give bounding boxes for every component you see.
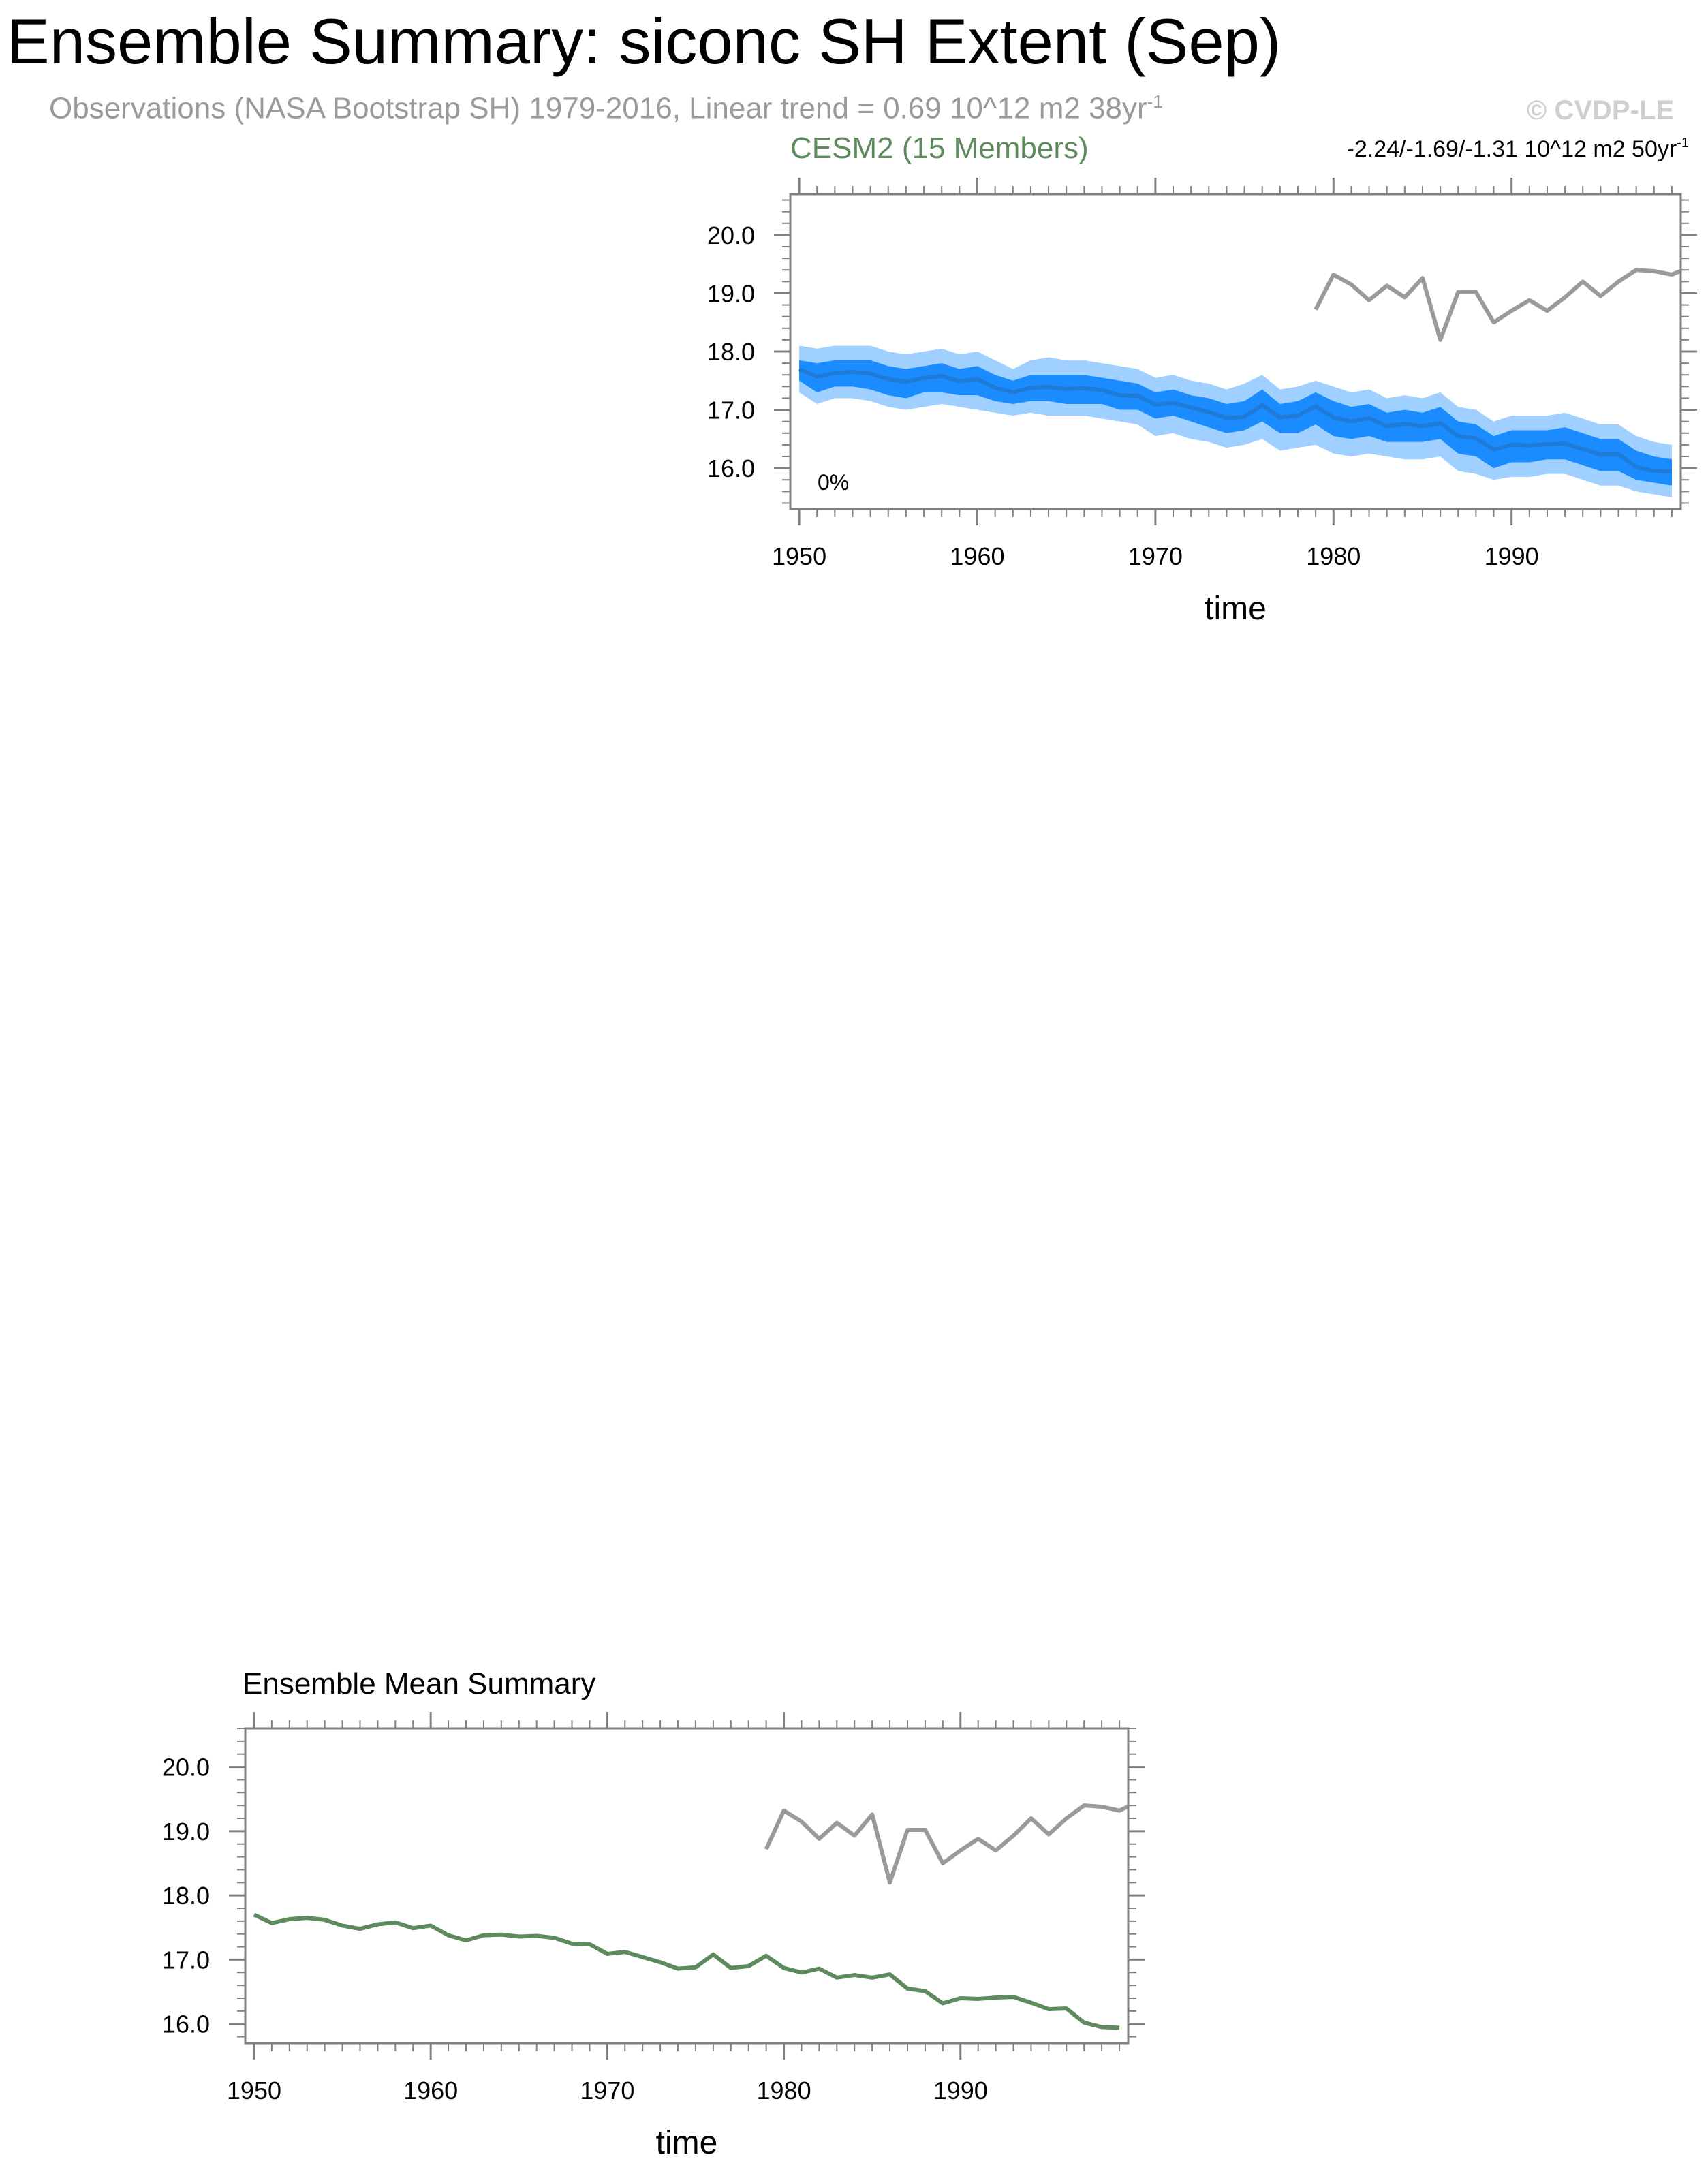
- x-tick-label: 1980: [756, 2077, 811, 2104]
- bottom-panel: [162, 1667, 1145, 2161]
- top-panel: [707, 131, 1697, 627]
- y-tick-label: 18.0: [707, 338, 755, 366]
- plot-area: [799, 267, 1690, 497]
- x-tick-label: 1950: [772, 542, 827, 570]
- x-tick-label: 1960: [950, 542, 1005, 570]
- observations-line: [766, 1802, 1137, 1882]
- subtitle-text: Observations (NASA Bootstrap SH) 1979-2016, Linear trend = 0.69 10^12 m2 38yr: [49, 91, 1147, 125]
- x-axis-label: time: [655, 2125, 718, 2161]
- x-axis-label: time: [1205, 591, 1267, 627]
- x-tick-label: 1990: [933, 2077, 988, 2104]
- x-tick-label: 1960: [403, 2077, 459, 2104]
- trend-label-text: -2.24/-1.69/-1.31 10^12 m2 50yr: [1346, 136, 1677, 162]
- x-tick-label: 1970: [1128, 542, 1183, 570]
- y-tick-label: 17.0: [707, 396, 755, 424]
- copyright-label: © CVDP-LE: [1526, 95, 1674, 125]
- y-tick-label: 20.0: [707, 221, 755, 249]
- percent-label: 0%: [818, 470, 850, 495]
- plot-area: [254, 1802, 1137, 2027]
- y-tick-label: 18.0: [161, 1882, 210, 1910]
- panel-title: CESM2 (15 Members): [790, 131, 1089, 165]
- x-tick-label: 1980: [1306, 542, 1361, 570]
- observations-line: [1316, 267, 1690, 340]
- y-tick-label: 19.0: [707, 279, 755, 308]
- page-title: Ensemble Summary: siconc SH Extent (Sep): [7, 5, 1282, 77]
- x-tick-label: 1950: [226, 2077, 282, 2104]
- y-tick-label: 16.0: [161, 2010, 210, 2038]
- trend-label: [1347, 136, 1689, 162]
- ensemble-mean-line: [254, 1914, 1119, 2027]
- panel-title: Ensemble Mean Summary: [243, 1667, 596, 1700]
- y-tick-label: 16.0: [707, 454, 755, 483]
- y-tick-label: 17.0: [161, 1946, 210, 1974]
- trend-label-exponent: -1: [1677, 136, 1689, 151]
- subtitle-exponent: -1: [1147, 91, 1163, 112]
- y-tick-label: 19.0: [161, 1817, 210, 1846]
- x-tick-label: 1970: [580, 2077, 635, 2104]
- x-tick-label: 1990: [1484, 542, 1539, 570]
- y-tick-label: 20.0: [161, 1753, 210, 1782]
